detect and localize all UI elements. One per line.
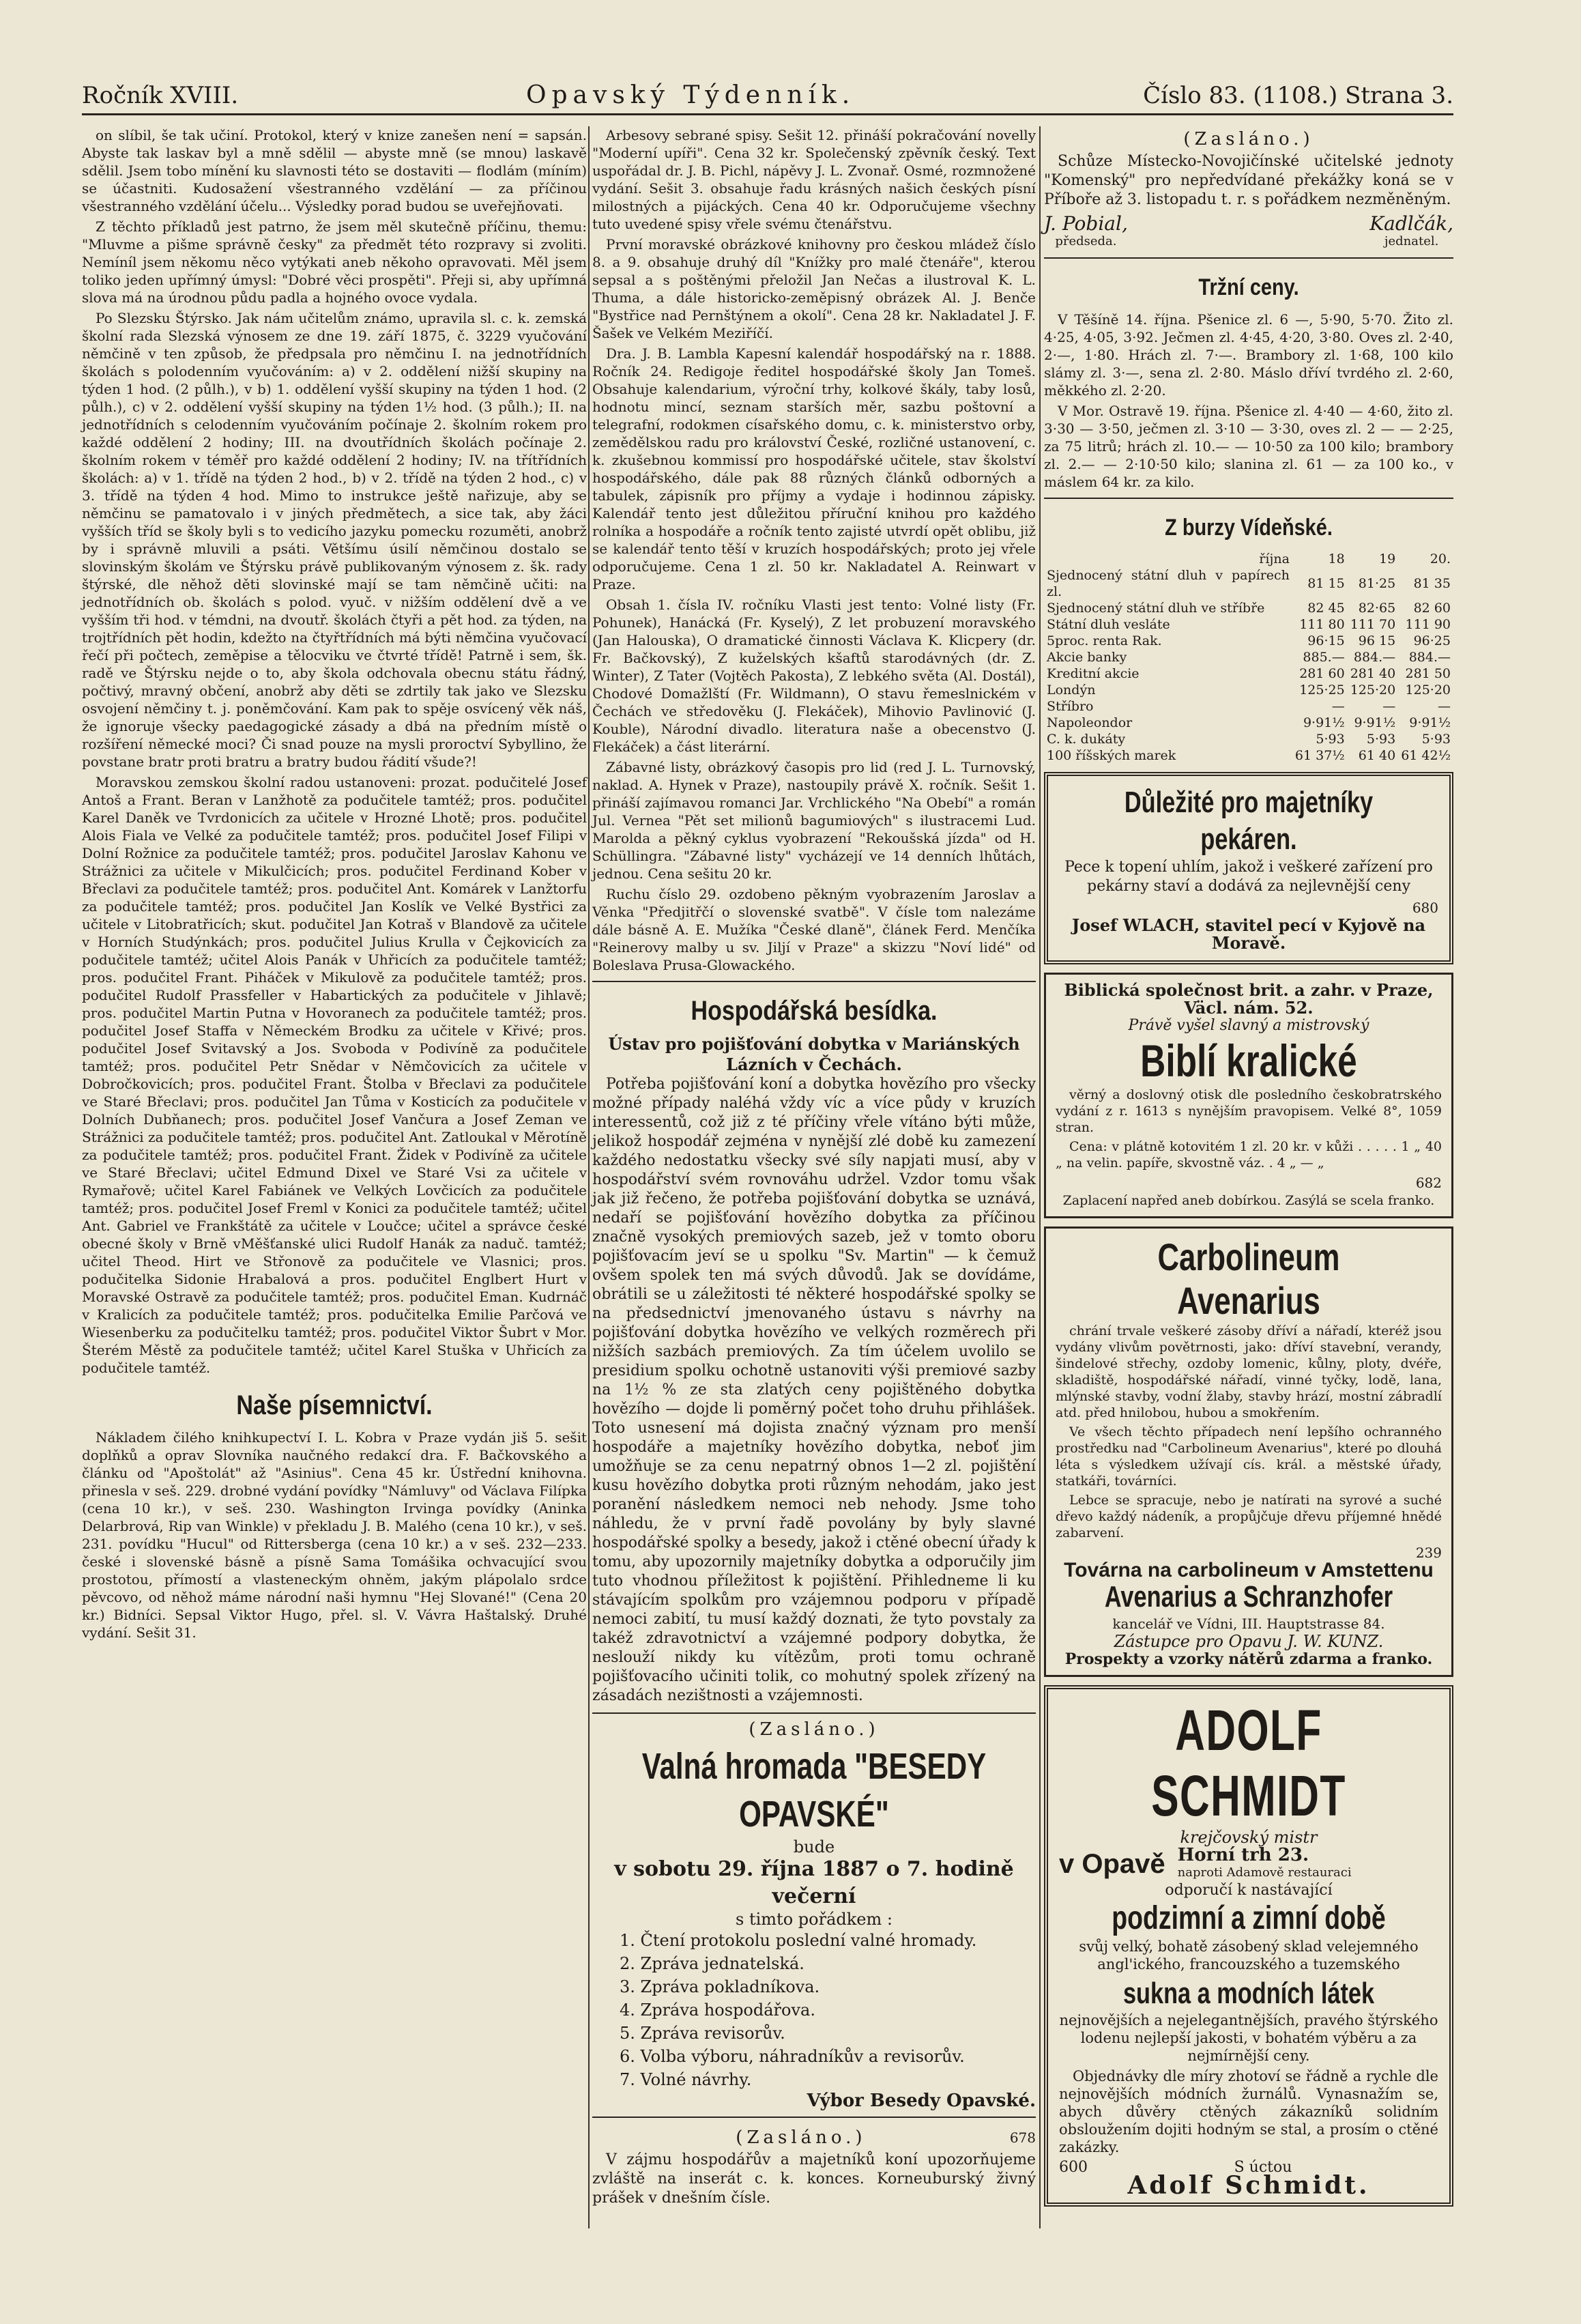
article-paragraph: Moravskou zemskou školní radou ustanoveni: prozat. podučitelé Josef Antoš a Frant. Beran v Lanžhotě za podučitele tamtéž; pros. podučitel Karel Daněk ve Tvrdonicích za učitele v Hrozné Lhotě; pros. podučitel Alois Fiala ve Velké za podučitele tamtéž; pros. podučitel Josef Filipi v Dolní Rožnice za podučitele tamtéž; pros. podučitel Jaroslav Kahonu ve Strážnici za učitele v Mikulčicích; pros. podučitel Ferdinand Kober v Břeclavi za podučitele tamtéž; pros. podučitel Ant. Komárek v Lanžtorfu za podučitele tamtéž; pros. podučitel Jan Koslík ve Velké Bystřici za učitele v Litobratřicích; skut. podučitel Jan Kotraš v Blandově za učitele v Horních Studýnkách; pros. podučitel Julius Krulla v Čejkovicích za podučitele tamtéž; učitel Alois Panák v Uhřicích za podučitele tamtéž; pros. podučitel Frant. Piháček v Mikulově za podučitele tamtéž; pros. podučitel Rudolf Prassfeller v Habartických za podučitele v Jihlavě; pros. podučitel Martin Putna v Hovoranech za podučitele tamtéž; pros. podučitel Josef Staffa v Německém Brodku za učitele v Křivé; pros. podučitel Josef Svitavský a Jos. Svoboda v Podivíně za podučitele tamtéž; pros. podučitel Petr Snědar v Němčovicích za učitele v Dobročkovicích; pros. podučitel Frant. Štolba v Břeclavi za podučitele ve Staré Břeclavi; pros. podučitel Jan Tůma v Kosticích za podučitele v Dolních Dubňanech; pros. podučitel Josef Vančura a Josef Zeman ve Strážnici za podučitele tamtéž; pros. podučitel Ant. Zatloukal v Měrotíně za podučitele tamtéž; pros. podučitel Frant. Židek v Podivíně za učitele ve Staré Břeclavi; učitel Edmund Dixel ve Staré Vsi za učitele v Rymařově; učitel Karel Fabiánek ve Velkých Lovčicích za podučitele tamtéž; pros. podučitel Josef Freml v Konici za podučitele tamtéž; učitel Ant. Gabriel ve Frankštátě za učitele v Loučce; učitel a správce české obecné školy v Brně vMěšťanské ulici Rudolf Hanák za naduč. tamtéž; učitel Theod. Hirt ve Střonově za podučitele ve Vlasnici; pros. podučitelka Sidonie Hrabalová a pros. podučitel Englbert Hurt v Moravské Ostravě za podučitele tamtéž; pros. podučitel Eman. Kudrnáč v Kralicích za podučitele tamtéž; pros. podučitelka Emilie Parčová ve Wiesenberku za podučitelku tamtéž; pros. podučitel Viktor Šubrt v Mor. Šterém Městě za podučitele tamtéž; učitel Karel Stuška v Uhřicích za podučitele tamtéž. xyxy=(82,774,587,1376)
ad-note: Zaplacení napřed aneb dobírkou. Zasýlá se scela franko. xyxy=(1062,1193,1435,1208)
divider xyxy=(592,2117,1036,2118)
zaslano-label: (Zasláno.) xyxy=(1183,129,1314,149)
divider xyxy=(1044,257,1453,259)
article-lead: Ústav pro pojišťování dobytka v Mariánských Lázních v Čechách. xyxy=(608,1034,1020,1074)
market-report: V Těšíně 14. října. Pšenice zl. 6 —, 5·90, 5·70. Žito zl. 4·25, 4·05, 3·92. Ječmen zl. 4·45, 4·20, 3·80. Oves zl. 2·40, 2·—, 1·80. Hrách zl. 7·—. Brambory zl. 1·68, 100 kilo slámy zl. 3·—, sena zl. 2·80. Máslo dříví tvrdého zl. 2·60, měkkého zl. 2·20. xyxy=(1044,311,1453,399)
ad-signature: Josef WLACH, stavitel pecí v Kyjově na Moravě. xyxy=(1071,915,1426,953)
ad-factory: Továrna na carbolineum v Amstettenu xyxy=(1064,1559,1434,1581)
ad-program-intro: s timto pořádkem : xyxy=(736,1910,893,1929)
signature-left: J. Pobial, předseda. xyxy=(1044,212,1128,248)
zaslano-label: (Zasláno.) xyxy=(736,2127,867,2148)
market-report: V Mor. Ostravě 19. října. Pšenice zl. 4·40 — 4·60, žito zl. 3·30 — 3·50, ječmen zl. 3·10 — 3·30, oves zl. 2 — — 2·25, za 75 litrů; hrách zl. 10.— — 10·50 za 100 kilo; brambory zl. 2.— — 2·10·50 kilo; slanina zl. 61 — za 100 ko., v máslem 64 kr. za kilo. xyxy=(1044,403,1453,490)
ad-price: Cena: v plátně kotovitém 1 zl. 20 kr. v kůži . . . . . 1 „ 40 „ na velin. papíře, skvostně váz. . 4 „ — „ xyxy=(1056,1139,1442,1171)
article-paragraph: V zájmu hospodářův a majetníků koní upozorňujeme zvláště na inserát c. k. konces. Korneuburský živný prášek v dnešním čísle. xyxy=(592,2151,1036,2207)
page-header xyxy=(82,68,1453,115)
notice-number: 678 xyxy=(1009,2129,1036,2146)
ad-date: v sobotu 29. října 1887 o 7. hodině večerní xyxy=(614,1857,1014,1908)
ad-address-note: naproti Adamově restauraci xyxy=(1177,1865,1352,1880)
table-row: Státní dluh vesláte 111 80 111 70 111 90 xyxy=(1047,617,1451,632)
ad-header: Biblická společnost brit. a zahr. v Praze, Väcl. nám. 52. xyxy=(1064,980,1434,1018)
article-paragraph: Obsah 1. čísla IV. ročníku Vlasti jest tento: Volné listy (Fr. Pohunek), Hanácká (Fr. Kyselý), Z let probuzení moravského (Jan Halouska), O dramatické činnosti Václava K. Klicpery (dr. Fr. Bačkovský), Z kuželských kšaftů starodávných (dr. Z. Winter), Z Tater (Vojtěch Pakosta), Z lebkého světa (Al. Dostál), Chodové Domažlští (Fr. Wildmann), O stavu řemeslnickém v Čechách ve středověku (J. Flekáček), Mihovio Pavlinović (J. Kouble), Národní divadlo. literatura naše a obecenstvo (J. Flekáček) a část literární. xyxy=(592,597,1036,755)
ad-recommend: odporučí k nastávající xyxy=(1165,1882,1333,1899)
ad-title: Valná hromada "BESEDY OPAVSKÉ" xyxy=(641,1746,987,1835)
ad-number: 682 xyxy=(1415,1175,1442,1191)
ad-subheader: Právě vyšel slavný a mistrovský xyxy=(1128,1017,1369,1034)
table-row: C. k. dukáty 5·93 5·93 5·93 xyxy=(1047,732,1451,747)
table-row: 100 říšských marek 61 37½ 61 40 61 42½ xyxy=(1047,748,1451,763)
ad-franko: Prospekty a vzorky nátěrů zdarma a franko. xyxy=(1064,1650,1433,1668)
ad-title: ADOLF SCHMIDT xyxy=(1151,1698,1346,1828)
article-paragraph: Potřeba pojišťování koní a dobytka hovězího pro všecky možné případy naléhá vždy víc a více půdy v kruzích interessentů, což již z té příčiny vřele vítáno býti může, jelikož hospodář zejména v nynější zlé době ku zamezení každého nedostatku všecky své síly napjati musí, aby v hospodářství svém rovnováhu udržel. Vzdor tomu však jak již řečeno, že potřeba pojišťování dobytka se uznává, nedaří se pojišťování hovězího dobytka za příčinou značně vysokých premiových sazeb, jež v tomto oboru pojišťovacím jeví se u spolku "Sv. Martin" — k čemuž ovšem spolek ten má svých důvodů. Jak se dovídáme, obrátili se u záležitosti té některé hospodářské spolky se na předsednictví jmenovaného ústavu s návrhy na pojišťování dobytka hovězího ve velkých rozměrech při nižších sazbách premiových. Za tím účelem uvolilo se presidium spolku ochotně ustanoviti výši premiové sazby na 1½ % ze sta zlatých ceny pojištěného dobytka hovězího — dojde li poměrný počet toho druhu přihlášek. Toto usnesení má dojista značný význam pro menší hospodáře a majetníky hovězího dobytka, neboť jim umožňuje se za cenu nepatrný obnos 1—2 zl. pojištění kusu hovězího dobytka proti různým nehodám, jako jest poranění následkem nemoci neb nehody. Jsme toho náhledu, že v první řadě povolány by byly slavné hospodářské spolky a besedy, jakož i ctěné obecní úřady k tomu, aby upozornily majetníky dobytka a odporučily jim tuto vhodnou příležitost k pojištění. Přihledneme li ku stávajícím spolkům pro vzájemnou podporu v případě nemoci zabití, tu musí každý doznati, že tyto povstaly za takéž zdravotnictví a vzájemné podpory dobytka, že neslouží nikdy ku vítězům, proti tomu ochraně pojišťovacího učiniti tolik, co mohutný spolek zřízený na zásadách nezištnosti a vzájemnosti. xyxy=(592,1076,1036,1704)
ad-title: Biblí kralické xyxy=(1140,1035,1357,1086)
ad-bible xyxy=(1044,973,1453,1218)
ad-bude: bude xyxy=(793,1837,835,1856)
ad-text: Ve všech těchto případech není lepšího ochranného prostředku nad "Carbolineum Avenarius", které po dlouhá léta s výsledkem užívají cís. král. a městské úřady, statkáři, továrníci. xyxy=(1056,1424,1442,1489)
ad-address: Horní trh 23. xyxy=(1177,1845,1309,1865)
ad-signature: Výbor Besedy Opavské. xyxy=(807,2091,1036,2111)
article-paragraph: Z těchto příkladů jest patrno, že jsem měl skutečně příčinu, themu: "Mluvme a pišme správně česky" za předmět této rozpravy si zvoliti. Nemíníl jsem někomu něco vytýkati aneb někoho opravovati. Měl jsem toliko jeden upřímný úmysl: "Dobré věci prospěti". Přeji si, aby upřímná slova má na úrodnou půdu padla a hojného ovoce vydala. xyxy=(82,218,587,306)
zaslano-label: (Zasláno.) xyxy=(749,1719,880,1740)
column-2 xyxy=(592,126,1036,2211)
ad-firm: Avenarius a Schranzhofer xyxy=(1104,1580,1393,1613)
ad-text: nejnovějších a nejelegantnějších, pravého štýrského lodenu nejlepší jakosti, v bohatém výběru a za nejmírnější ceny. xyxy=(1059,2012,1438,2064)
meeting-notice: Schůze Místecko-Novojičínské učitelské jednoty "Komenský" pro nepředvídané překážky koná se v Příboře až 3. listopadu t. r. s pořádkem nezměněným. xyxy=(1044,153,1453,208)
ad-text: Pece k topení uhlím, jakož i veškeré zařízení pro pekárny staví a dodává za nejlevnější ceny xyxy=(1064,859,1433,895)
divider xyxy=(592,981,1036,982)
ad-title: Důležité pro majetníky pekáren. xyxy=(1124,786,1374,856)
article-paragraph: on slíbil, še tak učiní. Protokol, který v knize zanešen není = sapsán. Abyste tak laskav byl a mně sdělil — abyste mně (se mnou) laskavě sdělil. Jsem tobo mínění ku slavnosti této se dostaviti — flodlám (míním) se účastniti. Kudosažení všestranného vzdělání — za příčinou všestranného vzdělání účelu... Výsledky porad budou se uveřejňovati. xyxy=(82,127,587,214)
program-item: 1. Čtení protokolu poslední valné hromady. xyxy=(620,1931,977,1950)
table-row: 5proc. renta Rak. 96·15 96 15 96·25 xyxy=(1047,633,1451,648)
article-paragraph: Arbesovy sebrané spisy. Sešit 12. přináší pokračování novelly "Moderní upíři". Cena 32 kr. Společenský zpěvník český. Text uspořádal dr. J. B. Pichl, nápěvy J. L. Zvonař. Osmé, rozmnožené vydání. Sešit 3. obsahuje řadu krásných našich českých písní milostných a pijáckých. Cena 40 kr. Odporučujeme všechny tuto uvedené spisy vřele svému čtenářstvu. xyxy=(592,127,1036,232)
program-item: 4. Zpráva hospodářova. xyxy=(620,2000,815,2020)
table-row: Stříbro — — — xyxy=(1047,699,1451,714)
ad-text: Lebce se spracuje, nebo je natírati na syrové a suché dřevo každý nádeník, a propůjčuje dřevu příjemné hnědé zabarvení. xyxy=(1056,1493,1442,1540)
table-row: Sjednocený státní dluh ve stříbře 82 45 82·65 82 60 xyxy=(1047,601,1451,616)
column-separator xyxy=(1039,126,1041,2228)
ad-text: chrání trvale veškeré zásoby dříví a nářadí, kteréž jsou vydány vlivům povětrnosti, jako: dříví stavební, verandy, šindelové střechy, ozdoby lomenic, kůlny, ploty, dvéře, skladiště, hospodářské nářadí, vinné tyčky, lodě, lana, mlýnské stavby, vodní žlaby, stavby hrází, mostní zábradlí atd. před hnilobou, hubou a smokřením. xyxy=(1056,1323,1442,1420)
section-title: Hospodářská besídka. xyxy=(691,996,938,1026)
article-paragraph: První moravské obrázkové knihovny pro českou mládež číslo 8. a 9. obsahuje druhý díl "Knížky pro malé čtenáře", kterou sepsal a s poštěnými přeložil Jan Nečas a ilustroval K. L. Thuma, a dále historicko-zeměpisný obrázek Al. J. Benče "Bystřice nad Pernštýnem a okolí". Cena 28 kr. Nakladatel J. F. Šašek ve Velkém Meziříčí. xyxy=(592,236,1036,341)
column-1 xyxy=(82,126,587,1644)
table-row: Sjednocený státní dluh v papírech zl. 81 15 81·25 81 35 xyxy=(1047,568,1451,599)
signatures xyxy=(1044,212,1453,250)
article-paragraph: Dra. J. B. Lambla Kapesní kalendář hospodářský na r. 1888. Ročník 24. Redigoje ředitel hospodářské školy Jan Tomeš. Obsahuje kalendarium, výroční trhy, kolkové škály, taby losů, hodnotu mincí, seznam starších měr, sazbu poštovní a telegrafní, rodokmen císařského domu, c. k. ministerstvo orby, zemědělskou radu pro království České, rozličné ustanovení, c. k. zkušebnou kommissí pro hospodářské učitele, stav školství hospodářského, dále pak 88 různých článků odborných a tabulek, zápisník pro příjmy a vydaje i hodinnou zápisky. Kalendář tento jest důležitou příruční knihou pro každého rolníka a hospodáře a ročník tento zajisté utvrdí opět oblibu, již se kalendář tento těší v kruzích hospodářských; proto jej vřele odporučujeme. Cena 1 zl. 50 kr. Nakladatel A. Reinwart v Praze. xyxy=(592,345,1036,592)
ad-number: 600 xyxy=(1059,2159,1088,2176)
ad-address: kancelář ve Vídni, III. Hauptstrasse 84. xyxy=(1112,1616,1385,1632)
exchange-table xyxy=(1044,551,1453,764)
article-paragraph: Nákladem čilého knihkupectví I. L. Kobra v Praze vydán jiš 5. sešit doplňků a oprav Slovníka naučného redakcí dra. F. Bačkovského a článku od "Apoštolát" až "Asinius". Cena 45 kr. Ústřední knihovna. přinesla v seš. 229. drobné vydání povídky "Námluvy" od Václava Filípka (cena 10 kr.), v seš. 230. Washington Irvinga povídky (Aninka Delarbrová, Rip van Winkle) v překladu J. B. Malého (cena 10 kr.), v seš. 231. povídku "Hucul" od Rittersberga (cena 10 kr.) a v seš. 232—233. české i slovenské básně a písně Sama Tomášika ochvacující svou prostotou, přímostí a vlasteneckým ohněm, jakým plápolalo srdce pěvcovo, od něhož máme národní naši hymnu "Hej Slované!" (Cena 20 kr.) Bidníci. Sepsal Viktor Hugo, přel. sl. V. Vávra Haštalský. Druhé vydání. Sešit 31. xyxy=(82,1429,587,1641)
ad-respect: S úctou xyxy=(1234,2159,1292,2176)
newspaper-title: Opavský Týdenník. xyxy=(525,81,856,109)
ad-carbolineum xyxy=(1044,1226,1453,1677)
column-separator xyxy=(588,126,590,2228)
ad-number: 239 xyxy=(1415,1545,1442,1561)
program-item: 3. Zpráva pokladníkova. xyxy=(620,1977,820,1996)
article-paragraph: Zábavné listy, obrázkový časopis pro lid (red J. L. Turnovský, naklad. A. Hynek v Praze), nastoupily právě X. ročník. Sešit 1. přináší zajímavou romanci Jar. Vrchlického "Na Obebí" a román Jul. Vernea "Pět set milionů bagumiových" s ilustracemi Lud. Marolda a pěkný cyklus vyobrazení "Rekoušská jízda" od H. Schüllingra. "Zábavné listy" vycházejí ve 14 denních lhůtách, jednou. Cena sešitu 20 kr. xyxy=(592,759,1036,882)
ad-title: Carbolineum Avenarius xyxy=(1157,1235,1340,1322)
section-title: Z burzy Vídeňské. xyxy=(1165,515,1333,541)
divider xyxy=(592,1712,1036,1714)
program-item: 2. Zpráva jednatelská. xyxy=(620,1954,804,1973)
ad-agent: Zástupce pro Opavu J. W. KUNZ. xyxy=(1114,1632,1384,1651)
ad-text: věrný a doslovný otisk dle posledního českobratrského vydání z r. 1613 s nynějším pravopisem. Velké 8°, 1059 stran. xyxy=(1056,1087,1442,1135)
program-item: 6. Volba výboru, náhradníkův a revisorův. xyxy=(620,2047,965,2066)
ad-signature: Adolf Schmidt. xyxy=(1127,2171,1370,2200)
section-title: Tržní ceny. xyxy=(1198,274,1299,300)
column-3 xyxy=(1044,126,1453,2215)
ad-trade: krejčovský mistr xyxy=(1180,1828,1318,1847)
ad-goods: sukna a modních látek xyxy=(1122,1977,1375,2010)
ad-city: v Opavě xyxy=(1059,1849,1165,1879)
ad-season: podzimní a zimní době xyxy=(1112,1900,1386,1936)
table-row: Napoleondor 9·91½ 9·91½ 9·91½ xyxy=(1047,715,1451,730)
issue-label: Číslo 83. (1108.) Strana 3. xyxy=(1143,82,1453,109)
volume-label: Ročník XVIII. xyxy=(82,82,239,109)
ad-bakery xyxy=(1044,772,1453,964)
ad-tailor xyxy=(1044,1685,1453,2207)
table-header-row: října 18 19 20. xyxy=(1259,551,1451,566)
ad-text: svůj velký, bohatě zásobený sklad velejemného angl'ického, francouzského a tuzemského xyxy=(1079,1938,1419,1972)
ad-text: Objednávky dle míry zhotoví se řádně a rychle dle nejnovějších módních žurnálů. Vynasnažím se, abych důvěry ctěných zákazníků solidním obsloužením dojiti hodným se stal, a prosím o ctěné zakázky. xyxy=(1059,2068,1438,2155)
program-item: 7. Volné návrhy. xyxy=(620,2070,752,2089)
table-row: Akcie banky 885.— 884.— 884.— xyxy=(1047,650,1451,665)
ad-number: 680 xyxy=(1412,900,1438,916)
section-title: Naše písemnictví. xyxy=(236,1390,433,1420)
table-row: Londýn 125·25 125·20 125·20 xyxy=(1047,683,1451,698)
article-paragraph: Po Slezsku Štýrsko. Jak nám učitelům známo, upravila sl. c. k. zemská školní rada Slezská výnosem ze dne 19. září 1875, č. 3229 vyučování němčině v ten způsob, že předpsala pro němčinu I. na jednotřídních školách s polodenním vyučováním: a) v 2. oddělení nižší skupiny na týden 1 hod. (2 půlh.), v b) 1. oddělení vyšší skupiny na týden 1 hod. (2 půlh.), c) v 2. oddělení vyšší skupiny na týden 1½ hod. (3 půlh.); II. na jednotřídních s celodenním vyučováním počínaje 2. školním rokem pro každé oddělení 2 hodiny; III. na dvoutřídních školách počínaje 2. školním rokem v téměř pro každé oddělení 2 hodiny; IV. na třítřídních školách: a) v 1. třídě na týden 2 hod., b) v 2. třídě na týden 2 hod., c) v 3. třídě na týden 4 hod. Mimo to instrukce ještě nařizuje, aby se němčinu se pamatovalo i v jiných předmětech, a sice tak, aby žáci vyšších tříd se školy byli s to vedicího jazyku pomecku rozuměti, anobrž by i správně mluvili a psáti. Většímu úsilí němčinou dostalo se slovinským školám ve Štýrsku právě publikovaným výnosem z. šk. rady štýrské, dle něhož děti slovinské mají se tam němčině učiti: na jednotřídních ob. školách s polod. vyuč. v nižším oddělení dvě a ve vyšším tři hod. v témdni, na dvoutř. školách čtyři a pět hod. za týden, na trojtřídních pět hodin, kdežto na čtyřtřídních má býti němčina vyučovací řečí při počtech, zeměpise a tělocviku ve čtvrté třídě! Patrně i sem, šk. radě ve Štýrsku nejde o to, aby škola odchovala obecnu státu řádný, počtivý, mravný občení, anobrž aby děti se zdrtily tak jako ve Slezsku osvojení němčiny t. j. poněmčování. Kam pak to spěje osvícený věk náš, že ignoruje všecky paedagogické zásady a dbá na předním místě o rozšíření německé moci? Či snad pouze na mysli proroctví Sybyllino, že povstane bratr proti bratru a bratry budou řádití všude?! xyxy=(82,310,587,770)
divider xyxy=(1044,498,1453,499)
program-item: 5. Zpráva revisorův. xyxy=(620,2024,785,2043)
table-row: Kreditní akcie 281 60 281 40 281 50 xyxy=(1047,666,1451,681)
signature-right: Kadlčák, jednatel. xyxy=(1369,212,1453,248)
article-paragraph: Ruchu číslo 29. ozdobeno pěkným vyobrazením Jaroslav a Věnka "Předjitřčí o slovenské svatbě". V čísle tom nalezáme dále básně A. E. Mužíka "České dlaně", článek Ferd. Menčíka "Reinerovy malby u sv. Jiljí v Praze" a skizzu "Noví lidé" od Boleslava Prusa-Glowackého. xyxy=(592,886,1036,973)
